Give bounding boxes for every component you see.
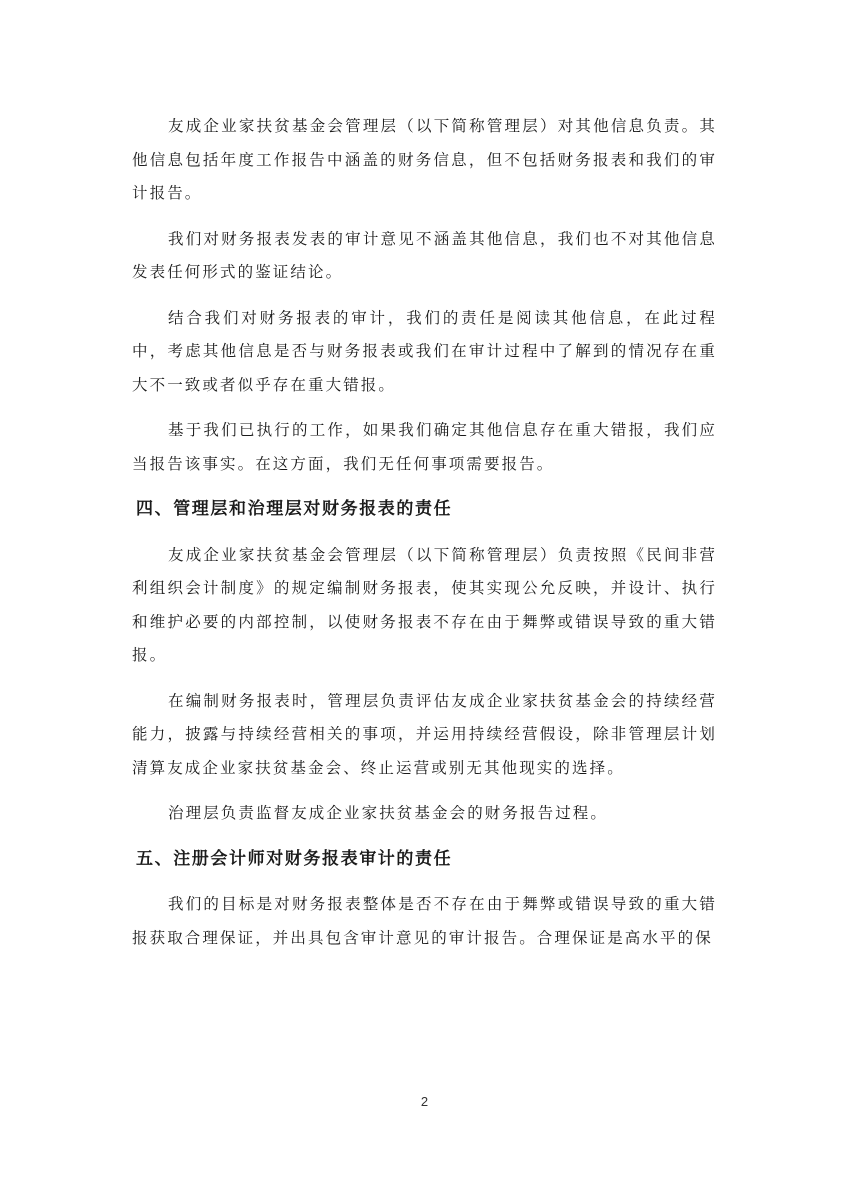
paragraph-reading-other-info: 结合我们对财务报表的审计，我们的责任是阅读其他信息，在此过程中，考虑其他信息是否与财务报表或我们在审计过程中了解到的情况存在重大不一致或者似乎存在重大错报。 — [132, 308, 717, 394]
section-heading-management-responsibility: 四、管理层和治理层对财务报表的责任 — [136, 499, 453, 519]
page-number: 2 — [420, 1094, 429, 1109]
paragraph-no-matters-to-report: 基于我们已执行的工作，如果我们确定其他信息存在重大错报，我们应当报告该事实。在这方面，我们无任何事项需要报告。 — [132, 421, 717, 473]
paragraph-governance-oversight: 治理层负责监督友成企业家扶贫基金会的财务报告过程。 — [168, 804, 609, 822]
paragraph-going-concern: 在编制财务报表时，管理层负责评估友成企业家扶贫基金会的持续经营能力，披露与持续经营相关的事项，并运用持续经营假设，除非管理层计划清算友成企业家扶贫基金会、终止运营或别无其他现实的选择。 — [132, 691, 717, 777]
document-body — [132, 110, 717, 955]
paragraph-opinion-scope: 我们对财务报表发表的审计意见不涵盖其他信息，我们也不对其他信息发表任何形式的鉴证结论。 — [132, 229, 717, 281]
paragraph-other-info-responsibility: 友成企业家扶贫基金会管理层（以下简称管理层）对其他信息负责。其他信息包括年度工作报告中涵盖的财务信息，但不包括财务报表和我们的审计报告。 — [132, 117, 717, 202]
section-heading-auditor-responsibility: 五、注册会计师对财务报表审计的责任 — [136, 848, 453, 869]
paragraph-audit-objective: 我们的目标是对财务报表整体是否不存在由于舞弊或错误导致的重大错报获取合理保证，并出具包含审计意见的审计报告。合理保证是高水平的保 — [132, 895, 717, 947]
paragraph-management-preparation: 友成企业家扶贫基金会管理层（以下简称管理层）负责按照《民间非营利组织会计制度》的规定编制财务报表，使其实现公允反映，并设计、执行和维护必要的内部控制，以使财务报表不存在由于舞弊或错误导致的重大错报。 — [132, 545, 717, 664]
